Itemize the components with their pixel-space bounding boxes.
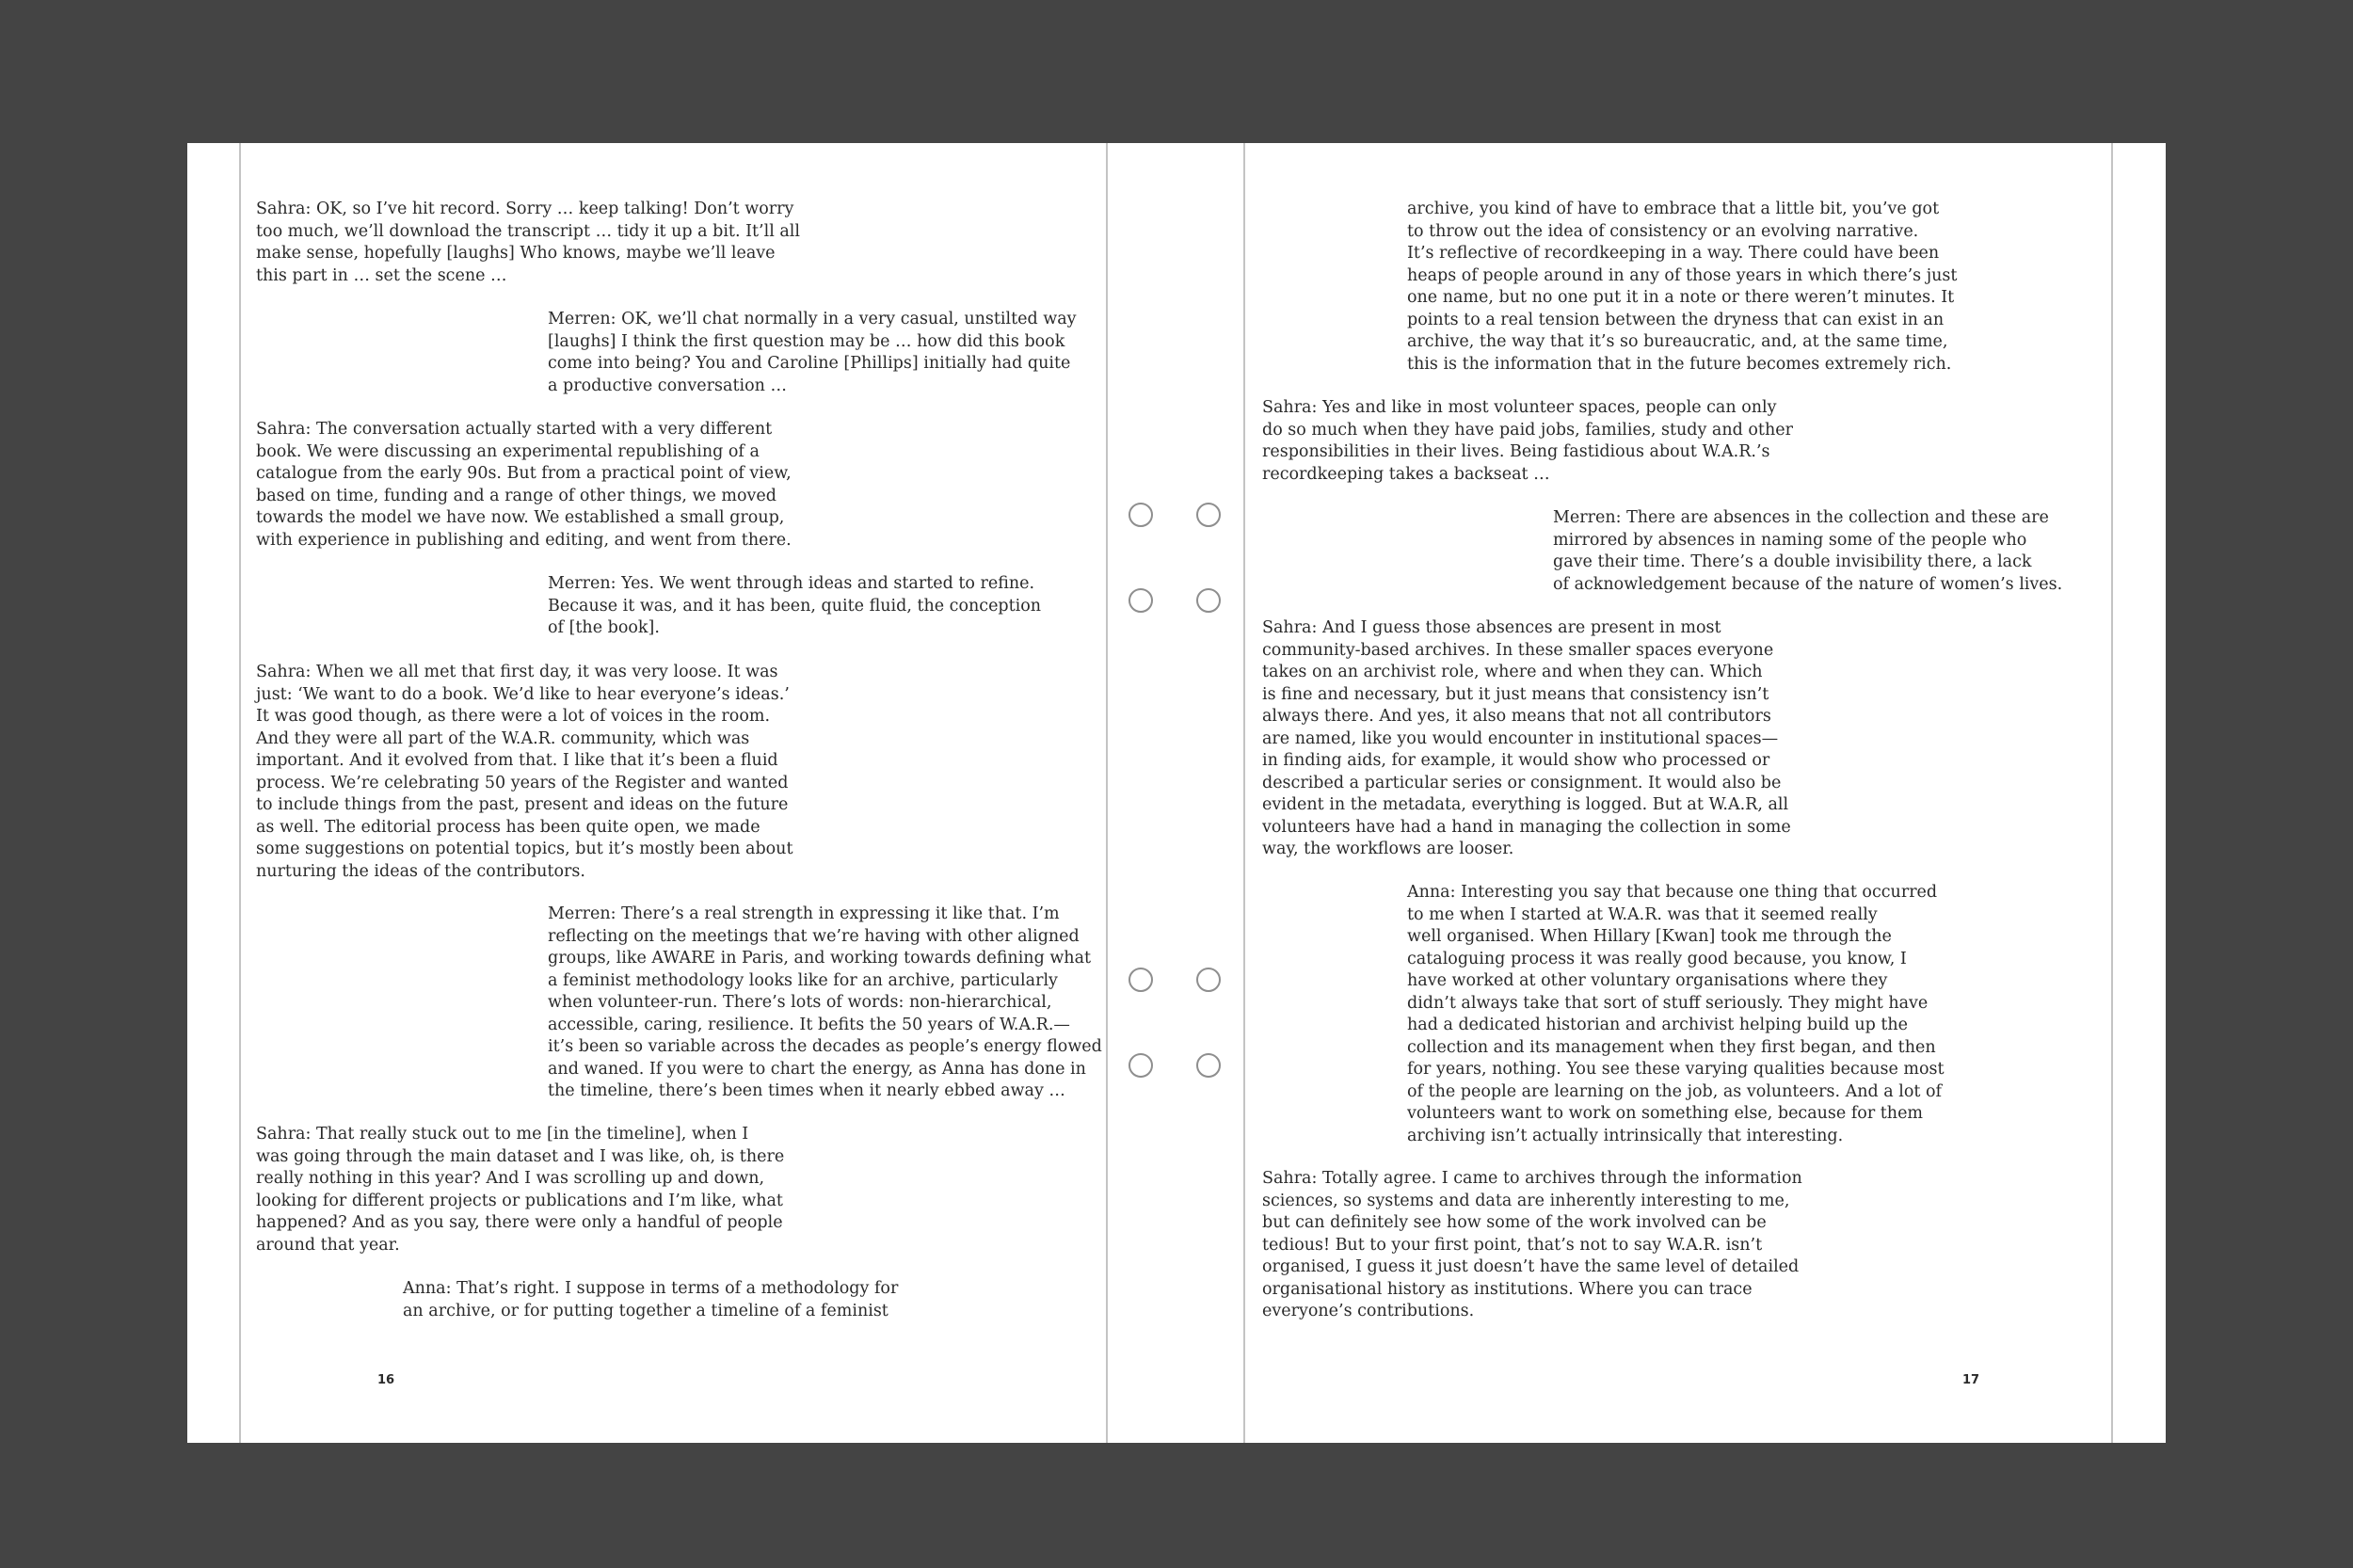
paragraph-merren: Merren: OK, we’ll chat normally in a very casual, unstilted way [laughs] I think the first question may be … how did this book come into being? You and Caroline [Phillips] initially had quite a productive conversation … <box>548 310 1077 395</box>
book-spread <box>187 143 2166 1443</box>
binder-hole <box>1196 503 1221 527</box>
page-number: 16 <box>377 1373 395 1387</box>
binder-hole <box>1196 588 1221 613</box>
binder-hole <box>1128 968 1153 992</box>
binder-hole <box>1196 1053 1221 1078</box>
paragraph-anna: Anna: That’s right. I suppose in terms of a methodology for an archive, or for putting together a timeline of a feminist <box>403 1279 899 1320</box>
paragraph-sahra: Sahra: That really stuck out to me [in the timeline], when I was going through the main dataset and I was like, oh, is there really nothing in this year? And I was scrolling up and down, looking for different projects or publications and I’m like, what happened? And as you say, there were only a handful of people around that year. <box>256 1125 785 1255</box>
left-page-inner-edge <box>1106 143 1108 1443</box>
paragraph-sahra: Sahra: And I guess those absences are present in most community-based archives. In these smaller spaces everyone takes on an archivist role, where and when they can. Which is fine and necessary, but it just means that consistency isn’t always there. And yes, it also means that not all contributors are named, like you would encounter in institutional spaces— in finding aids, for example, it would show who processed or described a particular series or consignment. It would also be evident in the metadata, everything is logged. But at W.A.R, all volunteers have had a hand in managing the collection in some way, the workflows are looser. <box>1262 618 1791 858</box>
paragraph-sahra: Sahra: When we all met that first day, it was very loose. It was just: ‘We want to do a book. We’d like to hear everyone’s ideas.’ It was good though, as there were a lot of voices in the room. And they were all part of the W.A.R. community, which was important. And it evolved from that. I like that it’s been a fluid process. We’re celebrating 50 years of the Register and wanted to include things from the past, present and ideas on the future as well. The editorial process has been quite open, we made some suggestions on potential topics, but it’s mostly been about nurturing the ideas of the contributors. <box>256 663 793 881</box>
binder-hole <box>1196 968 1221 992</box>
binder-hole <box>1128 588 1153 613</box>
right-page-outer-edge <box>2111 143 2113 1443</box>
paragraph-sahra: Sahra: Yes and like in most volunteer spaces, people can only do so much when they have paid jobs, families, study and other responsibilities in their lives. Being fastidious about W.A.R.’s recordkeeping takes a backseat … <box>1262 398 1793 484</box>
paragraph-sahra: Sahra: Totally agree. I came to archives through the information sciences, so systems and data are inherently interesting to me, but can definitely see how some of the work involved can be tedious! But to your first point, that’s not to say W.A.R. isn’t organised, I guess it just doesn’t have the same level of detailed organisational history as institutions. Where you can trace everyone’s contributions. <box>1262 1169 1802 1320</box>
paragraph-merren: Merren: Yes. We went through ideas and started to refine. Because it was, and it has been, quite fluid, the conception of [the book]. <box>548 574 1042 637</box>
binder-hole <box>1128 1053 1153 1078</box>
left-page-outer-edge <box>239 143 241 1443</box>
paragraph-anna: Anna: Interesting you say that because one thing that occurred to me when I started at W.A.R. was that it seemed really well organised. When Hillary [Kwan] took me through the cataloguing process it was really good because, you know, I have worked at other voluntary organisations where they didn’t always take that sort of stuff seriously. They might have had a dedicated historian and archivist helping build up the collection and its management when they first began, and then for years, nothing. You see these varying qualities because most of the people are learning on the job, as volunteers. And a lot of volunteers want to work on something else, because for them archiving isn’t actually intrinsically that interesting. <box>1407 883 1945 1145</box>
paragraph-sahra: Sahra: The conversation actually started with a very different book. We were discussing an experimental republishing of a catalogue from the early 90s. But from a practical point of view, based on time, funding and a range of other things, we moved towards the model we have now. We established a small group, with experience in publishing and editing, and went from there. <box>256 420 792 550</box>
paragraph-anna: archive, you kind of have to embrace that a little bit, you’ve got to throw out the idea of consistency or an evolving narrative. It’s reflective of recordkeeping in a way. There could have been heaps of people around in any of those years in which there’s just one name, but no one put it in a note or there weren’t minutes. It points to a real tension between the dryness that can exist in an archive, the way that it’s so bureaucratic, and, at the same time, this is the information that in the future becomes extremely rich. <box>1407 200 1958 374</box>
page-number: 17 <box>1962 1373 1980 1387</box>
paragraph-merren: Merren: There are absences in the collection and these are mirrored by absences in naming some of the people who gave their time. There’s a double invisibility there, a lack of acknowledgement because of the nature of women’s lives. <box>1553 508 2063 594</box>
paragraph-sahra: Sahra: OK, so I’ve hit record. Sorry … keep talking! Don’t worry too much, we’ll download the transcript … tidy it up a bit. It’ll all make sense, hopefully [laughs] Who knows, maybe we’ll leave this part in … set the scene … <box>256 200 800 285</box>
paragraph-merren: Merren: There’s a real strength in expressing it like that. I’m reflecting on the meetings that we’re having with other aligned groups, like AWARE in Paris, and working towards defining what a feminist methodology looks like for an archive, particularly when volunteer-run. There’s lots of words: non-hierarchical, accessible, caring, resilience. It befits the 50 years of W.A.R.— it’s been so variable across the decades as people’s energy flowed and waned. If you were to chart the energy, as Anna has done in the timeline, there’s been times when it nearly ebbed away … <box>548 904 1102 1100</box>
right-page-inner-edge <box>1243 143 1245 1443</box>
binder-hole <box>1128 503 1153 527</box>
